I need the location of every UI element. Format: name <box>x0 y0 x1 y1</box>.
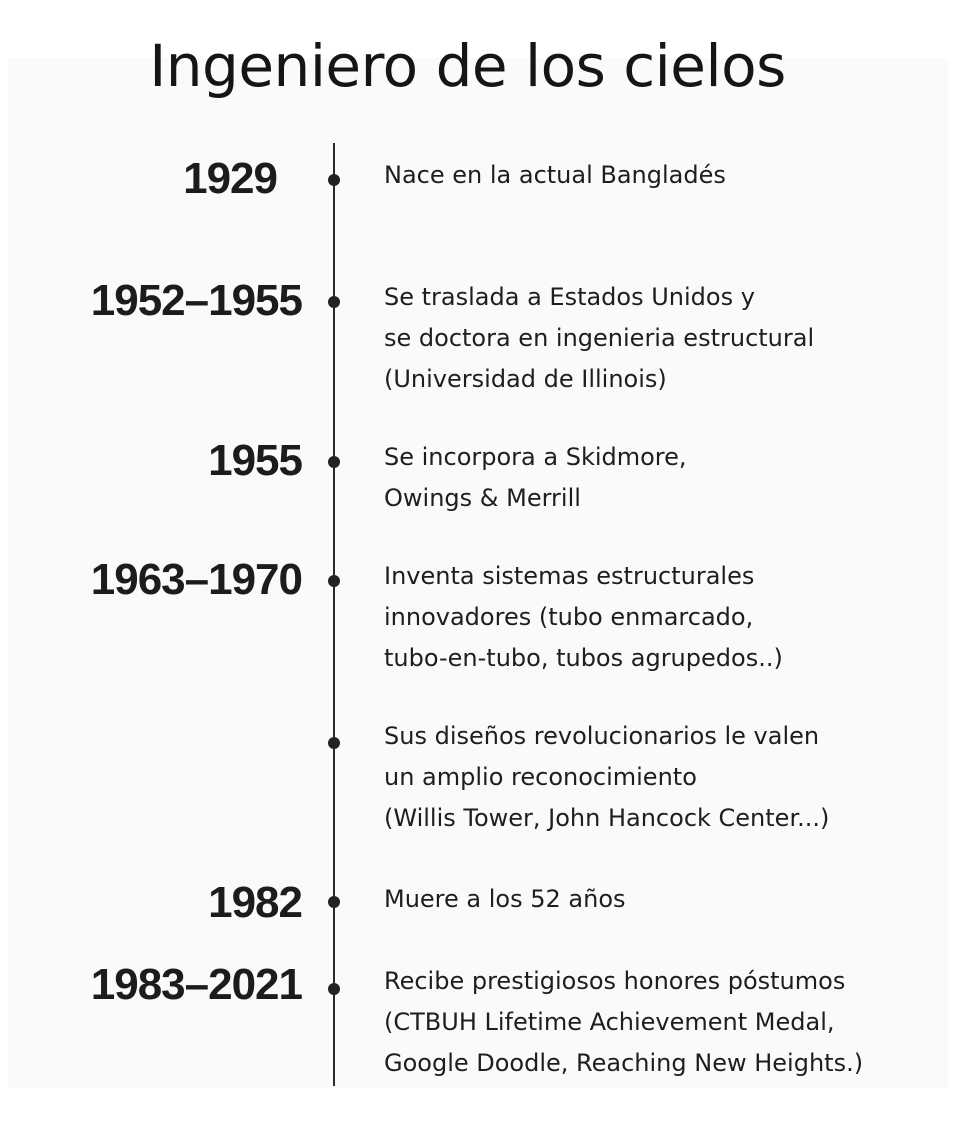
timeline-dot <box>328 983 340 995</box>
timeline-dot <box>328 575 340 587</box>
event-description: Se traslada a Estados Unidos y se doctora en ingenieria estructural (Universidad de Illinois) <box>384 283 815 393</box>
event-year: 1929 <box>183 154 277 203</box>
event-description: Muere a los 52 años <box>384 885 626 913</box>
timeline-dot <box>328 737 340 749</box>
timeline-dot <box>328 896 340 908</box>
timeline-dot <box>328 296 340 308</box>
event-year: 1983–2021 <box>90 960 302 1009</box>
page-title: Ingeniero de los cielos <box>149 32 786 100</box>
event-description: Se incorpora a Skidmore, Owings & Merrill <box>384 443 687 512</box>
event-year: 1982 <box>208 878 302 927</box>
event-year: 1963–1970 <box>90 555 302 604</box>
event-year: 1952–1955 <box>90 276 302 325</box>
event-description: Inventa sistemas estructurales innovadores (tubo enmarcado, tubo-en-tubo, tubos agrupedos..) <box>384 562 783 672</box>
timeline-axis <box>333 143 335 1086</box>
event-description: Sus diseños revolucionarios le valen un amplio reconocimiento (Willis Tower, John Hancock Center...) <box>384 722 830 832</box>
timeline-dot <box>328 456 340 468</box>
timeline-dot <box>328 174 340 186</box>
event-description: Recibe prestigiosos honores póstumos (CTBUH Lifetime Achievement Medal, Google Doodle, Reaching New Heights.) <box>384 967 864 1077</box>
event-year: 1955 <box>208 436 302 485</box>
event-description: Nace en la actual Bangladés <box>384 161 726 189</box>
